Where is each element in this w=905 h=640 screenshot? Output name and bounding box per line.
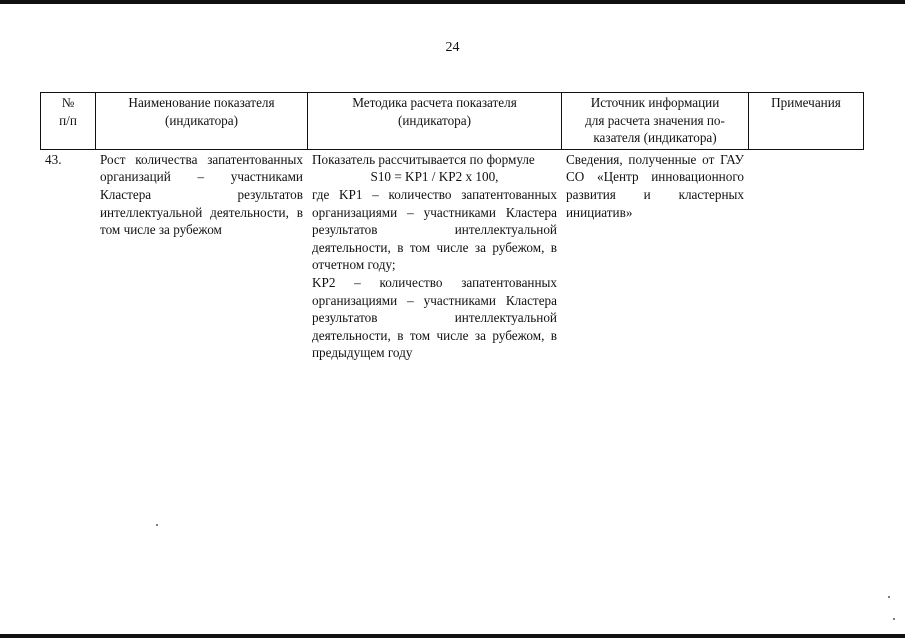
bottom-border-line <box>0 634 905 638</box>
row-method <box>308 149 562 362</box>
header-num <box>41 93 96 150</box>
header-source-line-3: казателя (индикатора) <box>593 130 717 146</box>
header-source-line-2: для расчета значения по- <box>585 112 725 128</box>
header-source-line-1: Источник информации <box>590 95 720 110</box>
header-num-line-1: № <box>61 95 75 110</box>
header-name-line-2: (индикатора) <box>164 112 238 128</box>
header-method-line-2: (индикатора) <box>397 112 471 128</box>
table-row <box>41 149 864 362</box>
header-notes: Примечания <box>749 93 864 150</box>
top-border-line <box>0 0 905 4</box>
method-definition-kp1: где KP1 – количество запатентованных организациями – участниками Кластера результатов интеллектуальной деятельности, в том числе за рубежом, в отчетном году; <box>312 186 557 273</box>
indicator-table <box>40 92 864 362</box>
header-method-line-1: Методика расчета показателя <box>352 95 517 110</box>
method-intro: Показатель рассчитывается по формуле <box>312 151 535 167</box>
scan-speck <box>888 596 890 598</box>
row-num: 43. <box>45 151 62 167</box>
row-indicator-name: Рост количества запатентованных организаций – участниками Кластера результатов интеллектуальной деятельности, в том числе за рубежом <box>100 151 303 238</box>
header-source <box>562 93 749 150</box>
scan-speck <box>893 618 895 620</box>
method-formula: S10 = KP1 / KP2 x 100, <box>370 169 499 185</box>
header-num-line-2: п/п <box>59 112 77 128</box>
header-method <box>308 93 562 150</box>
table-header-row <box>41 93 864 150</box>
header-name <box>96 93 308 150</box>
header-name-line-1: Наименование показателя <box>128 95 275 110</box>
scan-speck <box>156 524 158 526</box>
row-source: Сведения, полученные от ГАУ СО «Центр инновационного развития и кластерных инициатив» <box>566 151 744 220</box>
method-definition-kp2: KP2 – количество запатентованных организациями – участниками Кластера результатов интеллектуальной деятельности, в том числе за рубежом, в предыдущем году <box>312 274 557 361</box>
row-notes <box>749 149 864 362</box>
page-number: 24 <box>445 40 460 55</box>
